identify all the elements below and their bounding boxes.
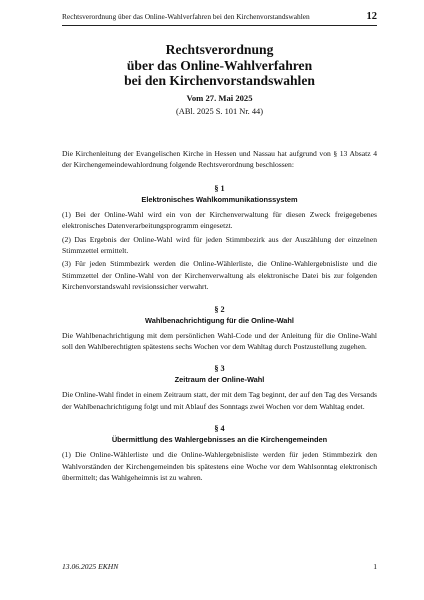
- section-title: Übermittlung des Wahlergebnisses an die Kirchengemeinden: [111, 435, 328, 445]
- section-title: Elektronisches Wahlkommunikationssystem: [141, 194, 298, 204]
- section-paragraph: (1) Bei der Online-Wahl wird ein von der Kirchenverwaltung für diesen Zweck freigegebenes elektronisches Datenverarbeitungsprogramm eingesetzt.: [62, 209, 377, 231]
- section-number: § 3: [214, 364, 225, 374]
- section-3: [62, 363, 377, 412]
- section-number: § 2: [214, 304, 225, 314]
- section-paragraph: (3) Für jeden Stimmbezirk werden die Online-Wählerliste, die Online-Wahlergebnisliste und die Stimmzettel der Online-Wahl von der Kirchenverwaltung als elektronische Datei bis zur folgenden Kirchenvorstandswahl revisionssicher verwahrt.: [62, 259, 377, 292]
- title-line-2: über das Online-Wahlverfahren: [126, 57, 313, 73]
- section-title: Zeitraum der Online-Wahl: [174, 375, 265, 385]
- running-footer: [62, 562, 377, 571]
- header-page-number: 12: [366, 11, 377, 22]
- section-4: [62, 423, 377, 483]
- section-number: § 1: [214, 183, 225, 193]
- section-paragraph: (1) Die Online-Wählerliste und die Online-Wahlergebnisliste werden für jeden Stimmbezirk den Wahlvorständen der Kirchengemeinden bis spätestens eine Woche vor dem Wahlsonntag elektronisch übermittelt; das Wahlgeheimnis ist zu wahren.: [62, 450, 377, 483]
- publication-source: (ABl. 2025 S. 101 Nr. 44): [175, 106, 263, 116]
- title-line-1: Rechtsverordnung: [165, 42, 274, 57]
- running-header: [62, 12, 377, 26]
- running-title: Rechtsverordnung über das Online-Wahlverfahren bei den Kirchenvorstandswahlen: [62, 12, 310, 21]
- preamble: Die Kirchenleitung der Evangelischen Kirche in Hessen und Nassau hat aufgrund von § 13 Absatz 4 der Kirchengemeindewahlordnung folgende Rechtsverordnung beschlossen:: [62, 149, 377, 170]
- section-paragraph: Die Online-Wahl findet in einem Zeitraum statt, der mit dem Tag beginnt, der auf den Tag des Versands der Wahlbenachrichtigung folgt und mit Ablauf des Sonntags zwei Wochen vor dem Wahltag endet.: [62, 390, 377, 411]
- section-title: Wahlbenachrichtigung für die Online-Wahl: [145, 315, 294, 325]
- footer-page-number: 1: [373, 562, 377, 571]
- section-1: [62, 183, 377, 293]
- document-body: [62, 148, 377, 495]
- title-block: [62, 42, 377, 117]
- section-paragraph: (2) Das Ergebnis der Online-Wahl wird für jeden Stimmbezirk aus der Auszählung der einzelnen Stimmzettel ermittelt.: [62, 234, 377, 256]
- footer-date: 13.06.2025 EKHN: [62, 562, 119, 571]
- enactment-date: Vom 27. Mai 2025: [186, 92, 253, 103]
- section-number: § 4: [214, 424, 225, 434]
- title-line-3: bei den Kirchenvorstandswahlen: [124, 73, 315, 89]
- section-paragraph: Die Wahlbenachrichtigung mit dem persönlichen Wahl-Code und der Anleitung für die Online-Wahl soll den Wahlberechtigten spätestens sechs Wochen vor dem Wahltag durch Postzustellung zugehen.: [62, 330, 377, 352]
- section-2: [62, 304, 377, 353]
